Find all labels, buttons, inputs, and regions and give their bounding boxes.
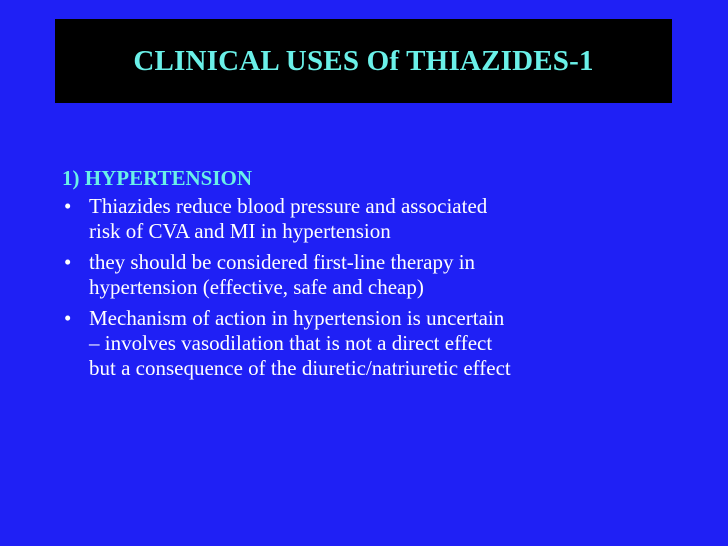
bullet-line: risk of CVA and MI in hypertension — [89, 219, 391, 243]
bullet-line: Mechanism of action in hypertension is uncertain — [89, 306, 505, 330]
slide-content — [62, 164, 712, 387]
bullet-item — [62, 250, 712, 300]
bullet-list — [62, 194, 712, 381]
bullet-icon: • — [64, 250, 72, 274]
slide-title: CLINICAL USES Of THIAZIDES-1 — [133, 44, 594, 77]
bullet-line: they should be considered first-line therapy in — [89, 250, 476, 274]
bullet-line: but a consequence of the diuretic/natriuretic effect — [89, 356, 511, 380]
section-heading: 1) HYPERTENSION — [62, 166, 253, 190]
bullet-item — [62, 194, 712, 244]
bullet-line: Thiazides reduce blood pressure and associated — [89, 194, 488, 218]
bullet-line: – involves vasodilation that is not a direct effect — [89, 331, 493, 355]
title-bar — [55, 19, 672, 103]
bullet-line: hypertension (effective, safe and cheap) — [89, 275, 424, 299]
bullet-item — [62, 306, 712, 381]
bullet-icon: • — [64, 306, 72, 330]
bullet-icon: • — [64, 194, 72, 218]
